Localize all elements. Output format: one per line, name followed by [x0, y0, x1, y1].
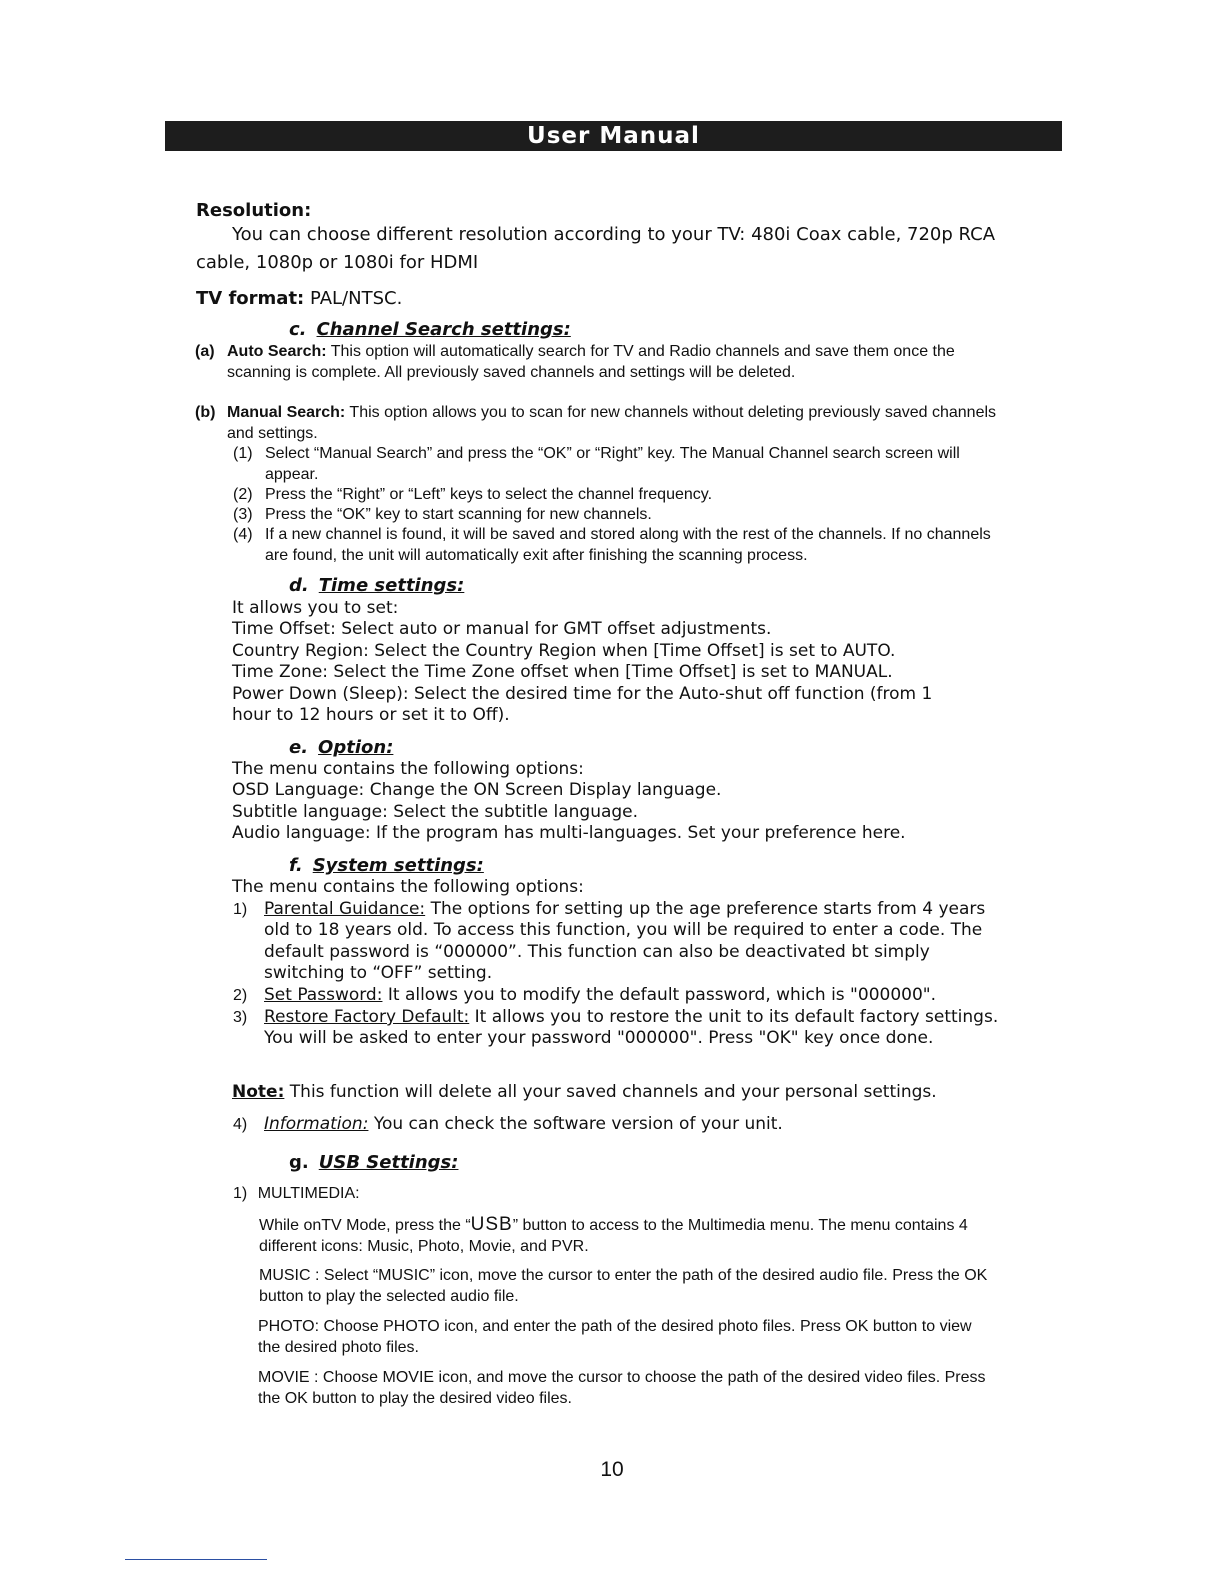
system-settings-intro: The menu contains the following options: [232, 877, 584, 897]
manual-step-text: If a new channel is found, it will be saved and stored along with the rest of the channels. If no channels are found, the unit will automatically exit after finishing the scanning process. [265, 526, 991, 564]
manual-step [233, 505, 1003, 526]
time-settings-heading [289, 575, 464, 596]
manual-header-title: User Manual [527, 123, 700, 149]
usb-photo-label: PHOTO: [258, 1318, 320, 1335]
time-settings-line: Country Region: Select the Country Region when [Time Offset] is set to AUTO. [232, 640, 896, 661]
time-settings-line: It allows you to set: [232, 598, 399, 618]
note-line [232, 1082, 937, 1102]
system-item [233, 899, 1003, 985]
auto-search-label: Auto Search: [227, 343, 327, 360]
system-item-number: 1) [233, 901, 248, 918]
usb-settings-title: USB Settings: [318, 1152, 459, 1173]
manual-step [233, 525, 1003, 566]
usb-intro-pre: While onTV Mode, press the “ [259, 1217, 471, 1234]
usb-settings-heading [289, 1152, 458, 1173]
system-item-number: 3) [233, 1009, 248, 1026]
tv-format-label: TV format: [196, 288, 305, 309]
time-settings-title: Time settings: [318, 575, 465, 596]
auto-search-text: This option will automatically search for TV and Radio channels and save them once the scanning is complete. All previously saved channels and settings will be deleted. [227, 343, 955, 381]
usb-movie-text: Choose MOVIE icon, and move the cursor to choose the path of the desired video files. Press the OK button to play the desired video files. [258, 1369, 986, 1407]
option-line: Audio language: If the program has multi-languages. Set your preference here. [232, 823, 906, 844]
note-label: Note: [232, 1082, 285, 1102]
option-body [232, 759, 1012, 845]
system-settings-letter: f. [289, 855, 303, 876]
manual-step-number: (2) [233, 486, 253, 503]
system-item-text: The options for setting up the age preference starts from 4 years old to 18 years old. To access this function, you will be required to enter a code. The default password is “000000”. This function can also be deactivated bt simply switching to “OFF” setting. [264, 899, 986, 984]
manual-step-number: (3) [233, 506, 253, 523]
usb-photo [258, 1317, 988, 1358]
channel-search-heading [289, 319, 571, 340]
usb-music [259, 1266, 989, 1307]
footer-rule [125, 1559, 267, 1560]
manual-header-bar [165, 121, 1062, 151]
usb-key-label: USB [470, 1214, 513, 1235]
usb-music-label: MUSIC : [259, 1267, 320, 1284]
option-line: OSD Language: Change the ON Screen Display language. [232, 780, 722, 801]
time-settings-line: Power Down (Sleep): Select the desired time for the Auto-shut off function (from 1 [232, 683, 933, 704]
usb-music-text: Select “MUSIC” icon, move the cursor to enter the path of the desired audio file. Press the OK button to play the selected audio file. [259, 1267, 988, 1305]
usb-movie [258, 1368, 988, 1409]
time-settings-line: Time Zone: Select the Time Zone offset when [Time Offset] is set to MANUAL. [232, 662, 893, 683]
information-number: 4) [233, 1116, 248, 1133]
tv-format-line [196, 288, 402, 309]
information-text: You can check the software version of your unit. [373, 1114, 783, 1134]
option-line: Subtitle language: Select the subtitle language. [232, 801, 639, 822]
system-settings-heading [289, 855, 484, 876]
manual-step [233, 444, 1003, 485]
manual-step-text: Press the “OK” key to start scanning for new channels. [265, 506, 652, 523]
time-settings-body [232, 598, 1012, 726]
usb-movie-label: MOVIE : [258, 1369, 319, 1386]
time-settings-letter: d. [289, 575, 309, 596]
manual-search-label: Manual Search: [227, 404, 346, 421]
time-settings-line: hour to 12 hours or set it to Off). [232, 705, 510, 726]
page-number: 10 [600, 1458, 624, 1481]
option-heading [289, 737, 393, 758]
time-settings-line: Time Offset: Select auto or manual for GMT offset adjustments. [232, 619, 772, 640]
option-line: The menu contains the following options: [232, 759, 584, 779]
manual-step-text: Press the “Right” or “Left” keys to select the channel frequency. [265, 486, 713, 503]
option-title: Option: [318, 737, 394, 758]
manual-search-marker: (b) [195, 404, 216, 421]
manual-step-number: (4) [233, 526, 253, 543]
system-item-label: Set Password: [264, 985, 383, 1005]
information-item [233, 1114, 1003, 1135]
manual-step [233, 485, 1003, 506]
option-letter: e. [289, 737, 309, 758]
usb-settings-letter: g. [289, 1152, 309, 1173]
resolution-heading: Resolution: [196, 200, 312, 221]
system-item-label: Restore Factory Default: [264, 1007, 470, 1027]
system-item [233, 985, 1003, 1006]
usb-photo-text: Choose PHOTO icon, and enter the path of the desired photo files. Press OK button to view the desired photo files. [258, 1318, 972, 1356]
multimedia-label: MULTIMEDIA: [257, 1185, 360, 1202]
manual-step-text: Select “Manual Search” and press the “OK” or “Right” key. The Manual Channel search screen will appear. [265, 445, 960, 483]
manual-step-number: (1) [233, 445, 253, 462]
manual-search-paragraph [227, 403, 997, 444]
resolution-body: You can choose different resolution according to your TV: 480i Coax cable, 720p RCA cable, 1080p or 1080i for HDMI [196, 224, 996, 273]
tv-format-value: PAL/NTSC. [310, 288, 403, 309]
usb-intro [259, 1215, 989, 1257]
channel-search-letter: c. [289, 319, 307, 340]
information-label: Information: [264, 1114, 369, 1134]
system-item-number: 2) [233, 987, 248, 1004]
system-item-text: It allows you to modify the default password, which is "000000". [387, 985, 936, 1005]
channel-search-title: Channel Search settings: [316, 319, 571, 340]
auto-search-paragraph [227, 342, 997, 383]
system-item-label: Parental Guidance: [264, 899, 426, 919]
multimedia-item [233, 1185, 360, 1203]
auto-search-marker: (a) [195, 343, 215, 360]
note-text: This function will delete all your saved channels and your personal settings. [289, 1082, 937, 1102]
system-settings-title: System settings: [312, 855, 484, 876]
system-item-text: It allows you to restore the unit to its default factory settings. You will be asked to enter your password "000000". Press "OK" key once done. [264, 1007, 999, 1049]
system-item [233, 1007, 1003, 1050]
multimedia-number: 1) [233, 1185, 248, 1202]
manual-search-text: This option allows you to scan for new channels without deleting previously saved channels and settings. [227, 404, 997, 442]
usb-intro-post: ” button to access to the Multimedia menu. The menu contains 4 different icons: Music, Photo, Movie, and PVR. [259, 1217, 968, 1255]
